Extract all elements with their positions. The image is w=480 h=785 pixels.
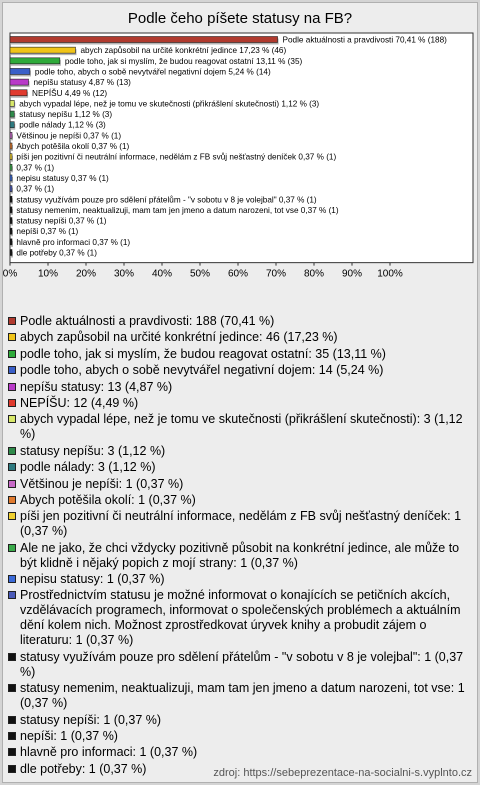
bar-label: podle toho, abych o sobě nevytvářel negativní dojem 5,24 % (14) — [34, 67, 271, 77]
bar — [10, 218, 12, 224]
legend-swatch — [8, 732, 16, 740]
bar-label: podle nálady 1,12 % (3) — [19, 120, 106, 130]
bar-label: statusy využívám pouze pro sdělení přátelům - "v sobotu v 8 je volejbal" 0,37 % (1) — [16, 195, 317, 205]
legend-item — [8, 493, 474, 508]
x-tick-label: 50% — [189, 268, 211, 280]
x-tick-label: 90% — [341, 268, 363, 280]
x-tick-label: 100% — [377, 268, 403, 280]
legend-swatch — [8, 480, 16, 488]
bar-label: nepisu statusy 0,37 % (1) — [16, 173, 109, 183]
legend-label: podle nálady: 3 (1,12 %) — [20, 460, 156, 475]
bar — [10, 207, 12, 213]
legend-item — [8, 650, 474, 680]
legend-swatch — [8, 496, 16, 504]
legend-item — [8, 745, 474, 760]
legend-label: nepíši: 1 (0,37 %) — [20, 729, 118, 744]
legend-swatch — [8, 765, 16, 773]
legend-item — [8, 444, 474, 459]
legend-label: abych vypadal lépe, než je tomu ve skutečnosti (přikrášlení skutečnosti): 3 (1,12 %) — [20, 412, 463, 442]
bar — [10, 37, 278, 43]
legend-item — [8, 347, 474, 362]
bar — [10, 58, 60, 64]
legend-label: Abych potěšila okolí: 1 (0,37 %) — [20, 492, 196, 507]
legend-item — [8, 477, 474, 492]
bar-chart — [0, 0, 480, 310]
legend-label: podle toho, abych o sobě nevytvářel negativní dojem: 14 (5,24 %) — [20, 363, 384, 378]
legend-label: podle toho, jak si myslím, že budou reagovat ostatní: 35 (13,11 %) — [20, 346, 386, 361]
legend-swatch — [8, 383, 16, 391]
bar — [10, 143, 12, 149]
legend-swatch — [8, 575, 16, 583]
bar-label: hlavně pro informaci 0,37 % (1) — [16, 237, 131, 247]
legend-item — [8, 509, 474, 539]
bar-label: píši jen pozitivní či neutrální informace, nedělám z FB svůj nešťastný deníček 0,37 % (1) — [16, 152, 337, 162]
x-tick-label: 70% — [265, 268, 287, 280]
legend-item — [8, 588, 474, 648]
legend-swatch — [8, 748, 16, 756]
legend-item — [8, 330, 474, 345]
legend-item — [8, 363, 474, 378]
legend-swatch — [8, 463, 16, 471]
legend-label: nepíšu statusy: 13 (4,87 %) — [20, 379, 173, 394]
x-tick-label: 0% — [2, 268, 18, 280]
legend-label: NEPÍŠU: 12 (4,49 %) — [20, 395, 139, 410]
legend-label: píši jen pozitivní či neutrální informace, nedělám z FB svůj nešťastný deníček: 1 (0,37 %) — [20, 509, 462, 539]
bar-label: dle potřeby 0,37 % (1) — [16, 248, 97, 258]
bar-label: statusy nepíši 0,37 % (1) — [16, 216, 107, 226]
legend-item — [8, 460, 474, 475]
legend-swatch — [8, 544, 16, 552]
bar — [10, 250, 12, 256]
legend-swatch — [8, 591, 16, 599]
bar-label: 0,37 % (1) — [16, 163, 55, 173]
bar — [10, 228, 12, 234]
bar — [10, 154, 12, 160]
x-tick-label: 20% — [75, 268, 97, 280]
bar-label: abych vypadal lépe, než je tomu ve skutečnosti (přikrášlení skutečnosti) 1,12 % (3) — [19, 99, 320, 109]
legend-swatch — [8, 653, 16, 661]
legend-swatch — [8, 447, 16, 455]
legend-label: statusy nepíšu: 3 (1,12 %) — [20, 443, 166, 458]
bar-label: NEPÍŠU 4,49 % (12) — [32, 88, 108, 98]
legend-label: dle potřeby: 1 (0,37 %) — [20, 761, 147, 776]
bar — [10, 239, 12, 245]
legend-label: nepisu statusy: 1 (0,37 %) — [20, 572, 165, 587]
bar-label: Podle aktuálnosti a pravdivosti 70,41 % (188) — [282, 35, 447, 45]
bar — [10, 111, 14, 117]
bar — [10, 68, 30, 74]
bar — [10, 175, 12, 181]
x-tick-label: 40% — [151, 268, 173, 280]
bar — [10, 186, 12, 192]
legend — [8, 314, 474, 778]
legend-swatch — [8, 317, 16, 325]
bar — [10, 79, 29, 85]
source-text: zdroj: https://sebeprezentace-na-socialni-s.vyplnto.cz — [213, 767, 472, 779]
bar-label: podle toho, jak si myslím, že budou reagovat ostatní 13,11 % (35) — [64, 56, 303, 66]
bar-label: 0,37 % (1) — [16, 184, 55, 194]
bar — [10, 90, 27, 96]
legend-swatch — [8, 366, 16, 374]
chart-title: Podle čeho píšete statusy na FB? — [127, 10, 353, 27]
x-tick-label: 30% — [113, 268, 135, 280]
legend-swatch — [8, 333, 16, 341]
legend-swatch — [8, 684, 16, 692]
legend-swatch — [8, 350, 16, 358]
bar-label: statusy nemenim, neaktualizuji, mam tam jen jmeno a datum narozeni, tot vse 0,37 % (1) — [16, 205, 339, 215]
bar-label: Většinou je nepíši 0,37 % (1) — [16, 131, 122, 141]
bar — [10, 100, 14, 106]
x-tick-label: 10% — [37, 268, 59, 280]
legend-item — [8, 681, 474, 711]
legend-label: hlavně pro informaci: 1 (0,37 %) — [20, 745, 198, 760]
legend-item — [8, 713, 474, 728]
legend-item — [8, 729, 474, 744]
legend-swatch — [8, 415, 16, 423]
legend-item — [8, 541, 474, 571]
legend-item — [8, 380, 474, 395]
bar — [10, 122, 14, 128]
legend-label: statusy využívám pouze pro sdělení přátelům - "v sobotu v 8 je volejbal": 1 (0,37 %) — [20, 649, 464, 679]
legend-label: statusy nepíši: 1 (0,37 %) — [20, 712, 162, 727]
legend-swatch — [8, 399, 16, 407]
bar-label: nepíši 0,37 % (1) — [16, 227, 79, 237]
legend-label: Ale ne jako, že chci vždycky pozitivně působit na konkrétní jedince, ale může to být klidně i nějaký popich z mojí strany: 1 (0,37 %) — [20, 540, 460, 570]
legend-item — [8, 572, 474, 587]
legend-label: abych zapůsobil na určité konkrétní jedince: 46 (17,23 %) — [20, 330, 338, 345]
bar-label: statusy nepíšu 1,12 % (3) — [19, 110, 113, 120]
bar-label: abych zapůsobil na určité konkrétní jedince 17,23 % (46) — [80, 46, 287, 56]
bar — [10, 196, 12, 202]
legend-label: Podle aktuálnosti a pravdivosti: 188 (70,41 %) — [20, 314, 275, 328]
x-tick-label: 60% — [227, 268, 249, 280]
legend-item — [8, 412, 474, 442]
bar-label: Abych potěšila okolí 0,37 % (1) — [16, 142, 130, 151]
legend-label: statusy nemenim, neaktualizuji, mam tam jen jmeno a datum narozeni, tot vse: 1 (0,37 %) — [20, 681, 465, 711]
bar-label: nepíšu statusy 4,87 % (13) — [33, 78, 131, 88]
legend-label: Většinou je nepíši: 1 (0,37 %) — [20, 476, 184, 491]
legend-item — [8, 396, 474, 411]
bar — [10, 132, 12, 138]
bar — [10, 164, 12, 170]
legend-item — [8, 314, 474, 329]
bar — [10, 47, 75, 53]
legend-label: Prostřednictvím statusu je možné informovat o konajících se petičních akcích, vzdělávacích programech, informovat o společenských problémech a aktuálním dění kolem nich. Možnost zprostředkovat úryvek knihy a probudit zájem o literaturu: 1 (0,37 %) — [20, 588, 461, 648]
x-tick-label: 80% — [303, 268, 325, 280]
legend-swatch — [8, 716, 16, 724]
legend-swatch — [8, 512, 16, 520]
